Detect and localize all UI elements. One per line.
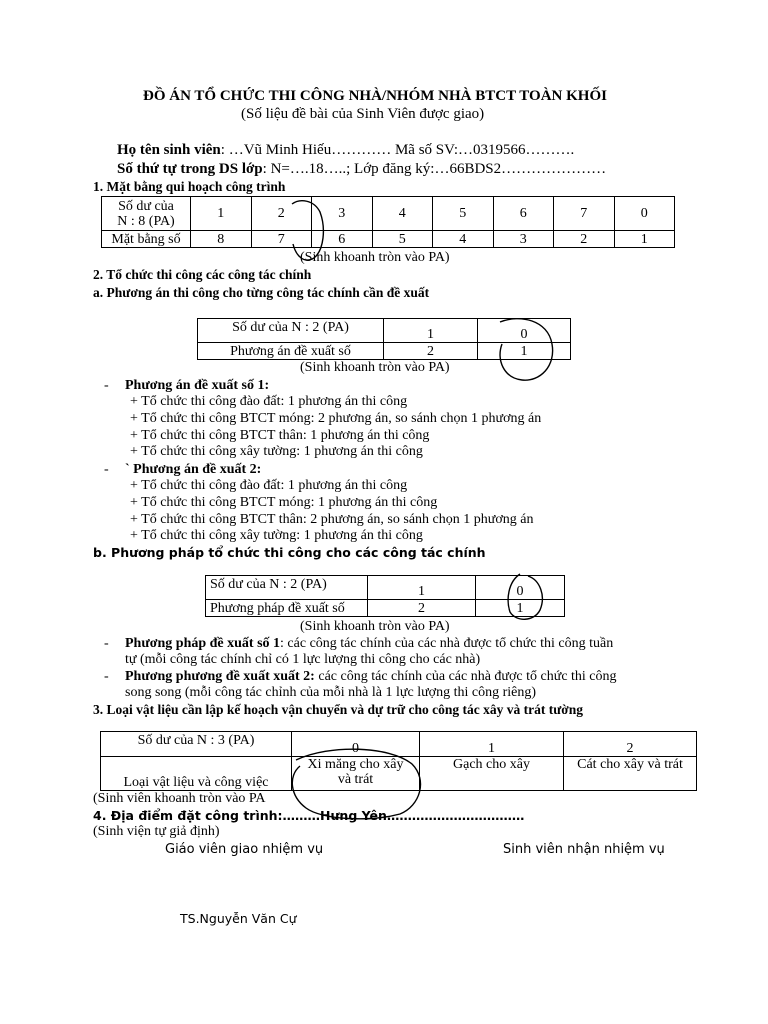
bullet-dash: - (104, 636, 109, 651)
table-cell: 2 (368, 600, 476, 617)
section2b-table (205, 575, 565, 617)
option1-title: Phương án đề xuất số 1: (125, 378, 270, 393)
section1-heading: 1. Mặt bằng qui hoạch công trình (93, 179, 286, 194)
table-cell: 2 (554, 231, 615, 248)
table-cell: 1 (420, 732, 564, 757)
section1-note: (Sinh khoanh tròn vào PA) (300, 250, 450, 265)
table-cell: Phương án đề xuất số (198, 343, 384, 360)
bullet-dash: - (104, 669, 109, 684)
table-cell: Số dư của N : 3 (PA) (101, 732, 292, 757)
table-cell: 2 (564, 732, 697, 757)
section4-heading: 4. Địa điểm đặt công trình:………Hưng Yên…………………………… (93, 808, 525, 823)
table-cell: 2 (384, 343, 478, 360)
student-name-value: : …Vũ Minh Hiếu………… Mã số SV:…0319566………. (220, 142, 575, 158)
section2a-note: (Sinh khoanh tròn vào PA) (300, 360, 450, 375)
table-cell: Số dư của N : 2 (PA) (198, 319, 384, 343)
table-cell: 1 (614, 231, 675, 248)
section4-note: (Sinh viện tự giả định) (93, 824, 220, 839)
table-cell: Loại vật liệu và công việc (101, 757, 292, 791)
table-cell: 4 (372, 197, 433, 231)
table-cell: 0 (476, 576, 565, 600)
method1-line1: Phương pháp đề xuất số 1: các công tác chính của các nhà được tổ chức thi công tuần (125, 636, 614, 651)
section2-sub-b: b. Phương pháp tổ chức thi công cho các công tác chính (93, 545, 486, 560)
section2-heading: 2. Tổ chức thi công các công tác chính (93, 267, 312, 282)
student-name-line (117, 142, 574, 159)
document-subtitle: (Số liệu đề bài của Sinh Viên được giao) (241, 106, 485, 122)
list-item: + Tổ chức thi công xây tường: 1 phương án thi công (130, 444, 423, 459)
section1-row2-label: Mặt bằng số (102, 231, 191, 248)
student-name-label: Họ tên sinh viên (117, 142, 221, 158)
bullet-dash: - (104, 378, 109, 393)
list-item: + Tổ chức thi công BTCT thân: 2 phương án, so sánh chọn 1 phương án (130, 512, 534, 527)
table-cell: Cát cho xây và trát (564, 757, 697, 791)
table-cell: 1 (476, 600, 565, 617)
bullet-dash: - (104, 462, 109, 477)
table-cell: 6 (493, 197, 554, 231)
table-cell: 3 (312, 197, 373, 231)
section2b-note: (Sinh khoanh tròn vào PA) (300, 619, 450, 634)
table-cell: 5 (372, 231, 433, 248)
section1-table (101, 196, 675, 248)
table-cell: Xi măng cho xây và trát (292, 757, 420, 791)
document-title: ĐỒ ÁN TỔ CHỨC THI CÔNG NHÀ/NHÓM NHÀ BTCT TOÀN KHỐI (143, 88, 607, 104)
list-item: + Tổ chức thi công xây tường: 1 phương án thi công (130, 528, 423, 543)
section2a-table (197, 318, 571, 360)
method2-line1: Phương phương đề xuất xuất 2: các công tác chính của các nhà được tổ chức thi công (125, 669, 617, 684)
method2-line2: song song (mỗi công tác chỉnh của mỗi nhà là 1 lực lượng thi công riêng) (125, 685, 536, 700)
section3-heading: 3. Loại vật liệu cần lập kế hoạch vận chuyển và dự trữ cho công tác xây và trát tường (93, 702, 584, 717)
method1-line2: tự (mỗi công tác chính chỉ có 1 lực lượng thi công cho các nhà) (125, 652, 481, 667)
table-cell: 6 (312, 231, 373, 248)
list-item: + Tổ chức thi công BTCT móng: 1 phương án thi công (130, 495, 438, 510)
table-cell: 4 (433, 231, 494, 248)
section1-row1-label: Số dư của N : 8 (PA) (102, 197, 191, 231)
student-order-value: : N=….18…..; Lớp đăng ký:…66BDS2………………… (262, 161, 607, 177)
list-item: + Tổ chức thi công đào đất: 1 phương án thi công (130, 478, 408, 493)
table-cell: 0 (478, 319, 571, 343)
list-item: + Tổ chức thi công BTCT móng: 2 phương án, so sánh chọn 1 phương án (130, 411, 542, 426)
table-cell: 1 (384, 319, 478, 343)
table-cell: 8 (191, 231, 252, 248)
list-item: + Tổ chức thi công BTCT thân: 1 phương án thi công (130, 428, 430, 443)
section3-table (100, 731, 697, 791)
table-cell: 1 (478, 343, 571, 360)
table-cell: 1 (191, 197, 252, 231)
student-signature-label: Sinh viên nhận nhiệm vụ (503, 842, 665, 857)
option2-title: ` Phương án đề xuất 2: (125, 462, 262, 477)
table-cell: 0 (292, 732, 420, 757)
table-cell: Gạch cho xây (420, 757, 564, 791)
section3-note: (Sinh viên khoanh tròn vào PA (93, 791, 266, 806)
table-cell: 5 (433, 197, 494, 231)
table-cell: 7 (554, 197, 615, 231)
student-order-line (117, 161, 606, 178)
teacher-name: TS.Nguyễn Văn Cự (180, 911, 297, 926)
student-order-label: Số thứ tự trong DS lớp (117, 161, 263, 177)
table-cell: 3 (493, 231, 554, 248)
table-cell: 1 (368, 576, 476, 600)
teacher-label: Giáo viên giao nhiệm vụ (165, 842, 324, 857)
table-cell: 2 (251, 197, 312, 231)
list-item: + Tổ chức thi công đào đất: 1 phương án thi công (130, 394, 408, 409)
section2-sub-a: a. Phương án thi công cho từng công tác chính cần đề xuất (93, 285, 430, 300)
table-cell: 0 (614, 197, 675, 231)
table-cell: 7 (251, 231, 312, 248)
table-cell: Số dư của N : 2 (PA) (206, 576, 368, 600)
table-cell: Phương pháp đề xuất số (206, 600, 368, 617)
